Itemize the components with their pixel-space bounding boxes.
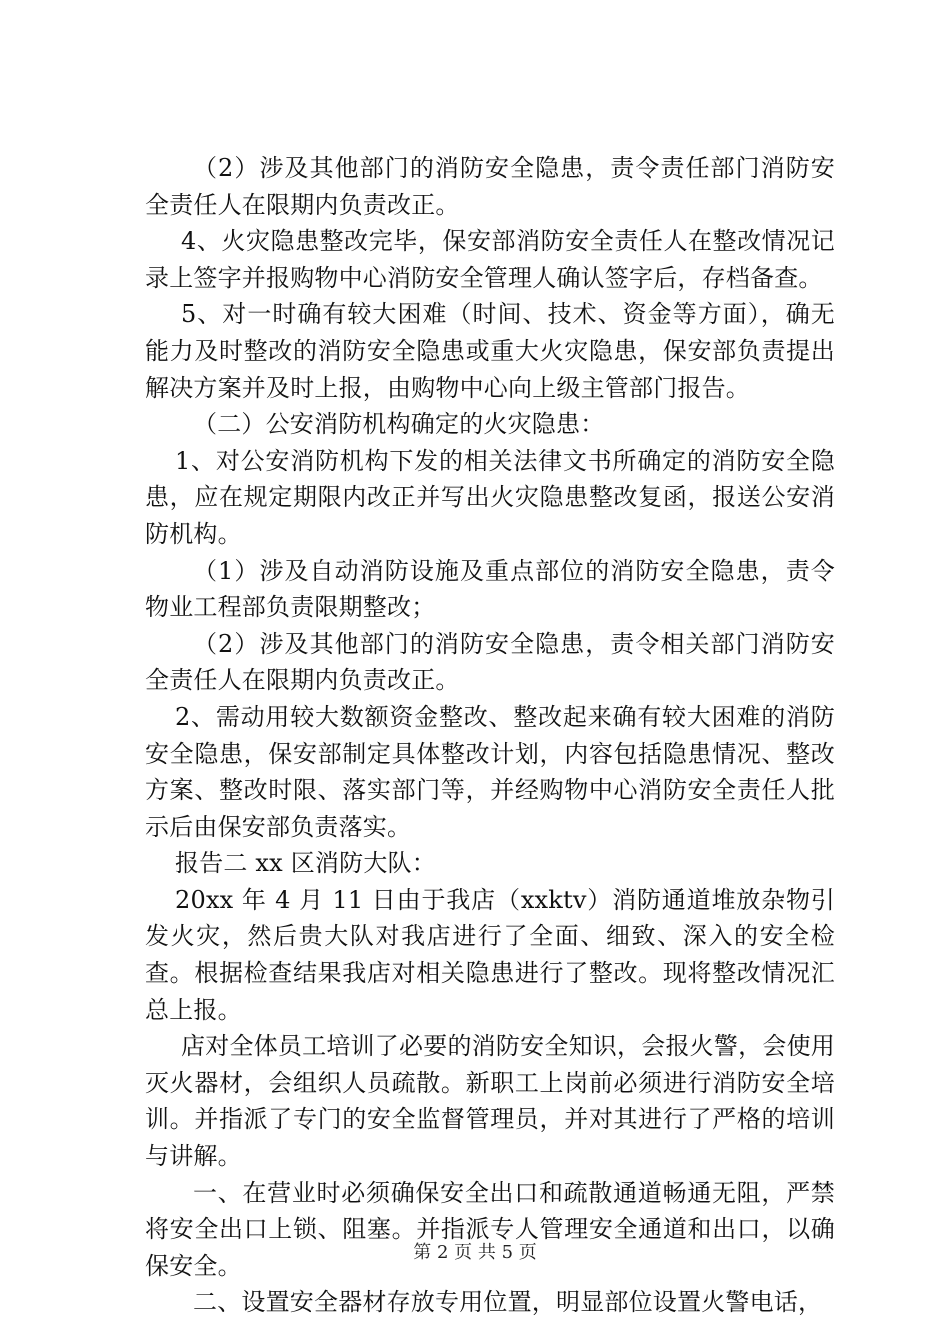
paragraph: 1、对公安消防机构下发的相关法律文书所确定的消防安全隐患，应在规定期限内改正并写出火灾隐患整改复函，报送公安消防机构。 <box>145 446 835 548</box>
report-heading: 报告二 xx 区消防大队： <box>175 849 436 878</box>
paragraph: 店对全体员工培训了必要的消防安全知识，会报火警，会使用灭火器材，会组织人员疏散。新职工上岗前必须进行消防安全培训。并指派了专门的安全监督管理员，并对其进行了严格的培训与讲解。 <box>145 1032 835 1171</box>
paragraph: 20xx 年 4 月 11 日由于我店（xxktv）消防通道堆放杂物引发火灾，然后贵大队对我店进行了全面、细致、深入的安全检查。根据检查结果我店对相关隐患进行了整改。现将整改情况汇总上报。 <box>145 885 835 1024</box>
page-number-footer: 第 2 页 共 5 页 <box>413 1242 537 1263</box>
paragraph: 一、在营业时必须确保安全出口和疏散通道畅通无阻，严禁将安全出口上锁、阻塞。并指派专人管理安全通道和出口，以确保安全。 <box>145 1178 835 1280</box>
paragraph: （1）涉及自动消防设施及重点部位的消防安全隐患，责令物业工程部负责限期整改； <box>145 556 835 622</box>
paragraph: 5、对一时确有较大困难（时间、技术、资金等方面），确无能力及时整改的消防安全隐患或重大火灾隐患，保安部负责提出解决方案并及时上报，由购物中心向上级主管部门报告。 <box>145 300 835 402</box>
paragraph: （2）涉及其他部门的消防安全隐患，责令责任部门消防安全责任人在限期内负责改正。 <box>145 154 835 219</box>
paragraph: （2）涉及其他部门的消防安全隐患，责令相关部门消防安全责任人在限期内负责改正。 <box>145 629 835 695</box>
paragraph: 二、设置安全器材存放专用位置，明显部位设置火警电话， <box>193 1288 823 1317</box>
paragraph: 4、火灾隐患整改完毕，保安部消防安全责任人在整改情况记录上签字并报购物中心消防安全管理人确认签字后，存档备查。 <box>145 227 835 292</box>
paragraph: 2、需动用较大数额资金整改、整改起来确有较大困难的消防安全隐患，保安部制定具体整改计划，内容包括隐患情况、整改方案、整改时限、落实部门等，并经购物中心消防安全责任人批示后由保安部负责落实。 <box>145 702 835 841</box>
document-body <box>145 150 835 1321</box>
section-heading: （二）公安消防机构确定的火灾隐患： <box>193 410 605 439</box>
